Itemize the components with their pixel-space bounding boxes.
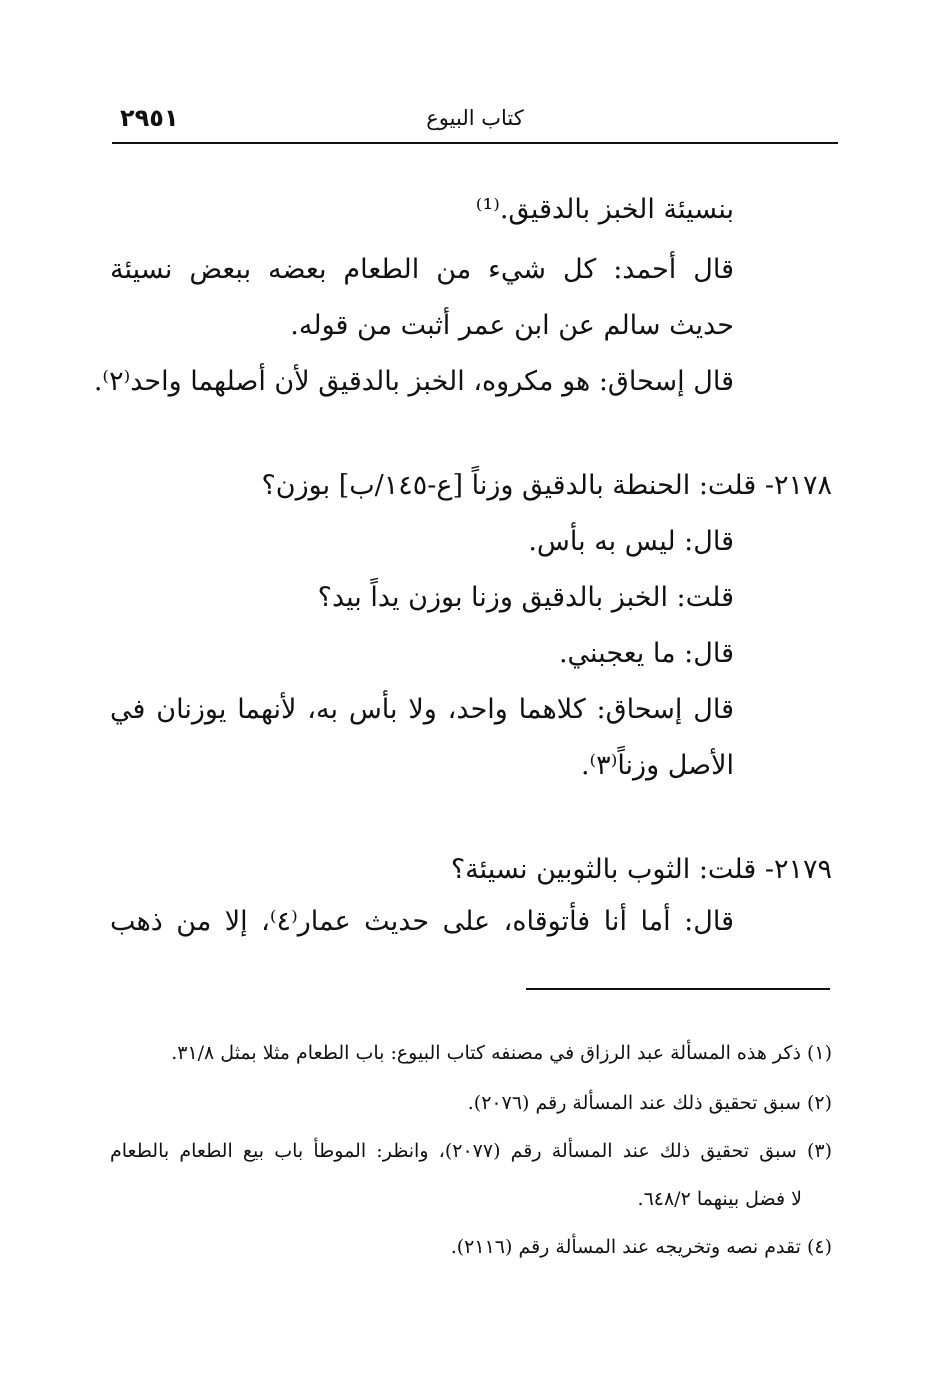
text-line: قلت: الخبز بالدقيق وزنا بوزن يداً بيد؟ bbox=[317, 582, 734, 613]
text-line: بنسيئة الخبز بالدقيق.⁽¹⁾ bbox=[475, 194, 734, 225]
text-line: حديث سالم عن ابن عمر أثبت من قوله. bbox=[290, 310, 734, 341]
footnote-continuation: لا فضل بينهما ٦٤٨/٢. bbox=[637, 1188, 802, 1210]
text-line: الأصل وزناً⁽٣⁾. bbox=[580, 750, 734, 781]
question-heading: ٢١٧٩- قلت: الثوب بالثوبين نسيئة؟ bbox=[450, 854, 832, 885]
footnote-separator bbox=[526, 988, 830, 990]
page-header bbox=[112, 100, 838, 144]
question-heading: ٢١٧٨- قلت: الحنطة بالدقيق وزناً [ع-١٤٥/ب] بوزن؟ bbox=[261, 470, 832, 501]
text-line: قال إسحاق: كلاهما واحد، ولا بأس به، لأنهما يوزنان في bbox=[110, 694, 734, 725]
text-line: قال إسحاق: هو مكروه، الخبز بالدقيق لأن أصلهما واحد⁽٢⁾. bbox=[93, 366, 734, 397]
footnote: (٢) سبق تحقيق ذلك عند المسألة رقم (٢٠٧٦). bbox=[467, 1092, 832, 1114]
page-number: ٢٩٥١ bbox=[120, 104, 179, 132]
running-title: كتاب البيوع bbox=[426, 106, 524, 130]
text-line: قال: أما أنا فأتوقاه، على حديث عمار⁽٤⁾، إلا من ذهب bbox=[110, 906, 734, 937]
footnote: (١) ذكر هذه المسألة عبد الرزاق في مصنفه كتاب البيوع: باب الطعام مثلا بمثل ٣١/٨. bbox=[171, 1042, 832, 1064]
text-line: قال: ما يعجبني. bbox=[558, 638, 734, 669]
text-line: قال أحمد: كل شيء من الطعام بعضه ببعض نسيئة bbox=[110, 254, 734, 285]
footnote: (٣) سبق تحقيق ذلك عند المسألة رقم (٢٠٧٧)، وانظر: الموطأ باب بيع الطعام بالطعام bbox=[110, 1140, 832, 1162]
text-line: قال: ليس به بأس. bbox=[528, 526, 734, 557]
footnote: (٤) تقدم نصه وتخريجه عند المسألة رقم (٢١١٦). bbox=[450, 1236, 832, 1258]
